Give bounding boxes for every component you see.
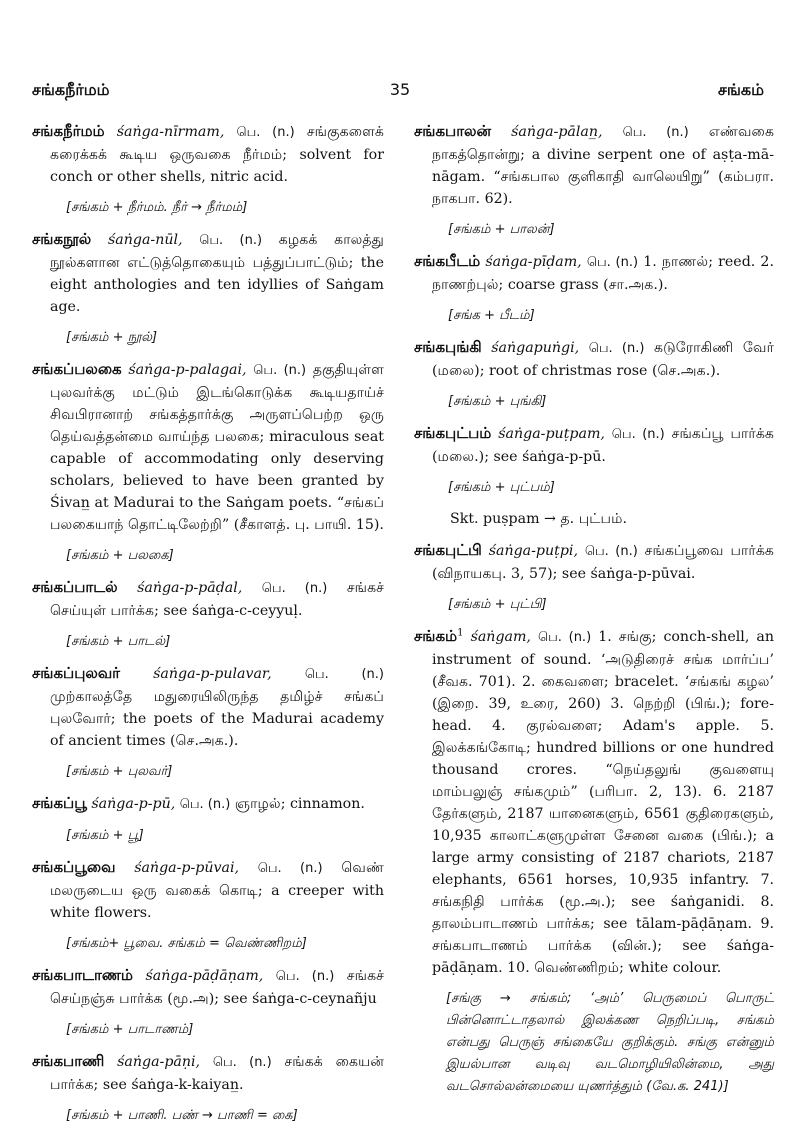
transliteration: śaṅgam, xyxy=(470,629,531,645)
dictionary-entry xyxy=(414,539,774,585)
dictionary-entry xyxy=(32,964,384,1010)
etymology: [சங்கம் + பாலன்] xyxy=(448,222,555,237)
etymology: [சங்கம் + நூல்] xyxy=(66,330,158,345)
left-guide-word: சங்கநீர்மம் xyxy=(32,80,110,99)
definition: சங்கப்பூவை பார்க்க (விநாயகபு. 3, 57); see śaṅga-p-pūvai. xyxy=(432,543,774,582)
grammar-label: பெ. (n.) xyxy=(622,125,689,140)
transliteration: śaṅgapuṅgi, xyxy=(491,340,580,356)
grammar-label: பெ. (n.) xyxy=(275,969,335,984)
dictionary-entry xyxy=(32,792,384,816)
definition: சங்குகளைக் கரைக்கக் கூடிய ஒருவகை நீர்மம்; solvent for conch or other shells, nitric acid. xyxy=(50,124,384,185)
transliteration: śaṅga-pāḍāṇam, xyxy=(145,968,264,984)
transliteration: śaṅga-p-pū, xyxy=(91,796,176,812)
etymology: [சங்கம் + பாடல்] xyxy=(66,634,171,649)
transliteration: śaṅga-p-pūvai, xyxy=(134,860,240,876)
dictionary-entry xyxy=(32,576,384,622)
dictionary-entry xyxy=(414,625,774,979)
etymology: [சங்கம் + நீர்மம். நீர் → நீர்மம்] xyxy=(66,200,248,215)
homonym-number: 1 xyxy=(457,627,464,639)
transliteration: śaṅga-nīrmam, xyxy=(116,124,225,140)
dictionary-entry xyxy=(414,120,774,210)
grammar-label: பெ. (n.) xyxy=(179,797,231,812)
etymology: [சங்கம் + புட்பி] xyxy=(448,597,547,612)
definition: முற்காலத்தே மதுரையிலிருந்த தமிழ்ச் சங்கப் புலவோர்; the poets of the Madurai academy of ancient times (செ.அக.). xyxy=(50,689,384,749)
right-column xyxy=(414,120,774,1107)
headword: சங்கப்பலகை xyxy=(32,360,122,378)
headword: சங்கபுட்பம் xyxy=(414,424,492,442)
headword: சங்கபுட்பி xyxy=(414,541,482,559)
dictionary-entry xyxy=(32,358,384,536)
transliteration: śaṅga-p-palagai, xyxy=(128,362,247,378)
grammar-label: பெ. (n.) xyxy=(236,125,295,140)
headword: சங்கப்பூவை xyxy=(32,858,116,876)
definition: ஞாழல்; cinnamon. xyxy=(234,796,365,812)
definition: சங்கப்பூ பார்க்க (மலை.); see śaṅga-p-pū. xyxy=(432,426,774,465)
definition: எண்வகை நாகத்தொன்று; a divine serpent one of aṣṭa-mā-nāgam. “சங்கபால குளிகாதி வாலெயிறு” (கம்பரா. நாகபா. 62). xyxy=(432,124,775,207)
transliteration: śaṅga-nūl, xyxy=(107,232,183,248)
dictionary-entry xyxy=(414,250,774,296)
dictionary-entry xyxy=(32,120,384,188)
transliteration: śaṅga-pāṇi, xyxy=(117,1054,201,1070)
etymology: [சங்கம் + பலகை] xyxy=(66,548,174,563)
headword: சங்கப்பாடல் xyxy=(32,578,118,596)
transliteration: śaṅga-p-pāḍal, xyxy=(137,580,243,596)
headword: சங்கநீர்மம் xyxy=(32,122,105,140)
headword: சங்கநூல் xyxy=(32,230,92,248)
grammar-label: பெ. (n.) xyxy=(584,544,638,559)
etymology: [சங்க + பீடம்] xyxy=(448,308,535,323)
etymology: [சங்கம் + பூ] xyxy=(66,828,144,843)
transliteration: śaṅga-puṭpam, xyxy=(498,426,605,442)
definition: கழகக் காலத்து நூல்களான எட்டுத்தொகையும் பத்துப்பாட்டும்; the eight anthologies and ten idyllies of Saṅgam age. xyxy=(50,232,384,315)
headword: சங்கபாணி xyxy=(32,1052,105,1070)
definition: 1. சங்கு; conch-shell, an instrument of sound. ‘அடுதிரைச் சங்க மார்ப்ப’ (சீவக. 701). 2. கைவளை; bracelet. ‘சங்கங் கழல’ (இறை. 39, உரை, 260) 3. நெற்றி (பிங்.); fore-head. 4. குரல்வளை; Adam's apple. 5. இலக்கங்கோடி; hundred billions or one hundred thousand crores. “நெய்தலுங் குவளையு மாம்பலுஞ் சங்கமும்” (பரிபா. 2, 13). 6. 2187 தேர்களும், 2187 யானைகளும், 6561 குதிரைகளும், 10,935 காலாட்களுமுள்ள சேனை வகை (பிங்.); a large army consisting of 2187 chariots, 2187 elephants, 6561 horses, 10,935 infantry. 7. சங்கநிதி பார்க்க (மூ.அ.); see śaṅganidi. 8. தாலம்பாடாணம் பார்க்க; see tālam-pāḍāṇam. 9. சங்கபாடாணம் பார்க்க (வின்.); see śaṅga-pāḍāṇam. 10. வெண்ணிறம்; white colour. xyxy=(432,629,774,976)
left-column xyxy=(32,120,384,1136)
definition: தகுதியுள்ள புலவர்க்கு மட்டும் இடங்கொடுக்க கூடியதாய்ச் சிவபிரானாற் சங்கத்தார்க்கு அருளப்பெற்ற ஒரு தெய்வத்தன்மை வாய்ந்த பலகை; miraculous seat capable of accommodating only deserving scholars, believed to have been granted by Śivan̲ at Madurai to the Saṅgam poets. “சங்கப் பலகையாந் தொட்டிலேற்றி” (சீகாளத். பு. பாயி. 15). xyxy=(50,362,384,533)
page-number: 35 xyxy=(389,80,411,99)
definition: சங்கச் செய்யுள் பார்க்க; see śaṅga-c-ceyyuḷ. xyxy=(50,580,385,619)
definition: சங்கக் கையன் பார்க்க; see śaṅga-k-kaiyan̲. xyxy=(50,1054,385,1093)
grammar-label: பெ. (n.) xyxy=(611,427,665,442)
grammar-label: பெ. (n.) xyxy=(588,341,645,356)
headword: சங்கம் xyxy=(414,627,458,645)
headword: சங்கபாலன் xyxy=(414,122,492,140)
grammar-label: பெ. (n.) xyxy=(257,861,323,876)
transliteration: śaṅga-puṭpi, xyxy=(488,543,578,559)
grammar-label: பெ. (n.) xyxy=(212,1055,272,1070)
dictionary-entry xyxy=(32,228,384,318)
dictionary-entry xyxy=(32,662,384,752)
headword: சங்கபாடாணம் xyxy=(32,966,133,984)
etymology: [சங்கம் + புட்பம்] xyxy=(448,480,555,495)
headword: சங்கப்பூ xyxy=(32,794,87,812)
dictionary-entry xyxy=(32,856,384,924)
etymology: [சங்கம்+ பூவை. சங்கம் = வெண்ணிறம்] xyxy=(66,936,307,951)
etymology: [சங்கம் + புலவர்] xyxy=(66,764,173,779)
etymology: [சங்கம் + பாடாணம்] xyxy=(66,1022,194,1037)
definition: 1. நாணல்; reed. 2. நாணற்புல்; coarse grass (சா.அக.). xyxy=(432,254,774,293)
grammar-label: பெ. (n.) xyxy=(199,233,263,248)
headword: சங்கப்புலவர் xyxy=(32,664,121,682)
sanskrit-note: Skt. puṣpam → த. புட்பம். xyxy=(450,511,628,527)
dictionary-entry xyxy=(32,1050,384,1096)
headword: சங்கபுங்கி xyxy=(414,338,482,356)
etymology: [சங்கம் + புங்கி] xyxy=(448,394,547,409)
headword: சங்கபீடம் xyxy=(414,252,481,270)
etymology: [சங்கு → சங்கம்; ‘அம்’ பெருமைப் பொருட் பின்னொட்டாதலால் இலக்கண நெறிப்படி, சங்கம் என்பது பெருஞ் சங்கையே குறிக்கும். சங்கு என்னும் இயல்பான வடிவு வடமொழியிலின்மை, அது வடசொல்லன்மையை யுணர்த்தும் (வே.க. 241)] xyxy=(446,991,774,1094)
transliteration: śaṅga-pālan̲, xyxy=(511,124,603,140)
grammar-label: பெ. (n.) xyxy=(586,255,639,270)
right-guide-word: சங்கம் xyxy=(718,80,764,99)
grammar-label: பெ. (n.) xyxy=(261,581,328,596)
transliteration: śaṅga-pīḍam, xyxy=(485,254,582,270)
grammar-label: பெ. (n.) xyxy=(538,630,592,645)
page-header xyxy=(30,80,770,108)
grammar-label: பெ. (n.) xyxy=(253,363,307,378)
definition: சங்கச் செய்நஞ்சு பார்க்க (மூ.அ); see śaṅga-c-ceynañju xyxy=(50,968,384,1007)
transliteration: śaṅga-p-pulavar, xyxy=(153,666,272,682)
dictionary-entry xyxy=(414,422,774,468)
etymology: [சங்கம் + பாணி. பண் → பாணி = கை] xyxy=(66,1108,298,1123)
definition: கடுரோகிணி வேர் (மலை); root of christmas rose (செ.அக.). xyxy=(432,340,774,379)
dictionary-entry xyxy=(414,336,774,382)
grammar-label: பெ. (n.) xyxy=(304,667,385,682)
definition: வெண் மலருடைய ஒரு வகைக் கொடி; a creeper with white flowers. xyxy=(50,860,385,921)
